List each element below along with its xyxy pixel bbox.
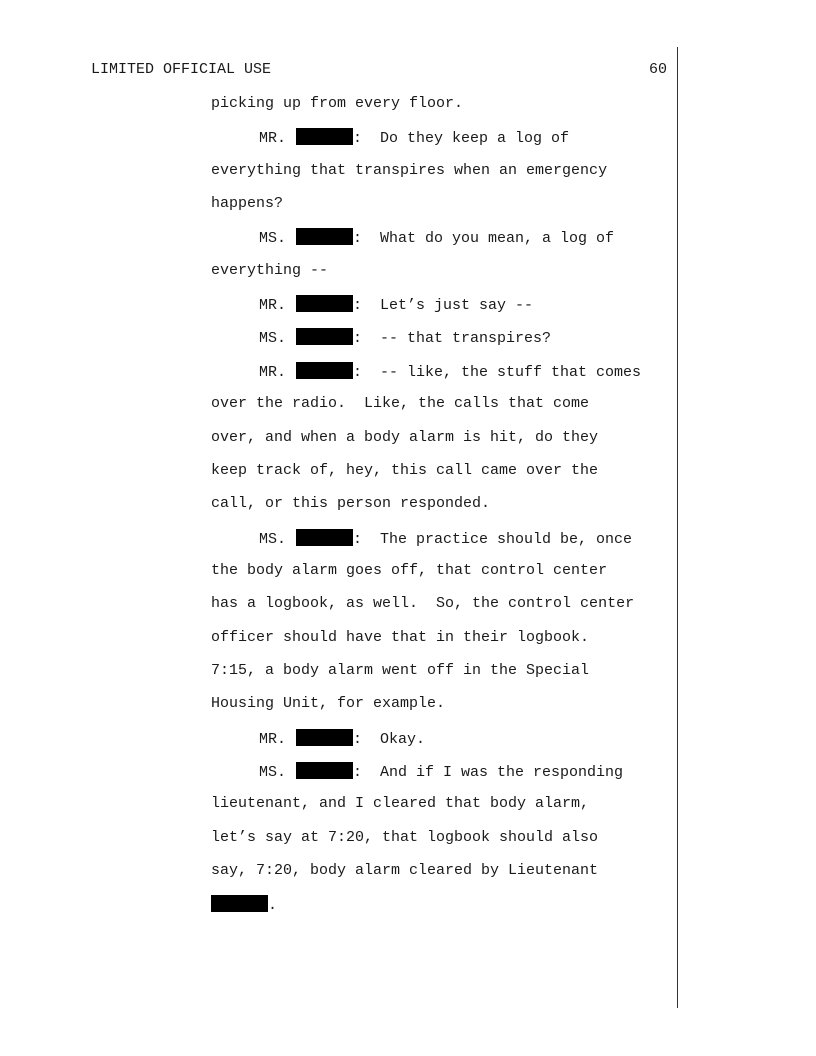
- transcript-line: [0, 262, 676, 282]
- transcript-line: [0, 829, 676, 849]
- header-classification: LIMITED OFFICIAL USE: [91, 61, 272, 78]
- spoken-text: Housing Unit, for example.: [211, 695, 446, 713]
- speaker-label: MR.: [259, 130, 287, 148]
- line-text: [211, 429, 598, 446]
- spoken-text: 7:15, a body alarm went off in the Special: [211, 661, 590, 679]
- speaker-label: MS.: [259, 530, 287, 548]
- transcript-line: [0, 495, 676, 515]
- transcript-line: [0, 595, 676, 615]
- line-text: [259, 295, 533, 314]
- transcript-line: [0, 562, 676, 582]
- spoken-text: everything --: [211, 261, 329, 279]
- transcript-line: [0, 228, 676, 248]
- redaction-box: [296, 228, 353, 245]
- line-text: [259, 228, 614, 247]
- line-text: [211, 95, 463, 112]
- transcript-line: [0, 629, 676, 649]
- transcript-line: [0, 429, 676, 449]
- spoken-text: over, and when a body alarm is hit, do they: [211, 428, 599, 446]
- spoken-text: everything that transpires when an emergency: [211, 161, 608, 179]
- line-text: [211, 395, 589, 412]
- transcript-line: [0, 328, 676, 348]
- speaker-label: MS.: [259, 764, 287, 781]
- speaker-label: MS.: [259, 330, 287, 348]
- spoken-text: : Let’s just say --: [353, 297, 534, 315]
- speaker-label: MS.: [259, 230, 287, 248]
- redaction-box: [296, 529, 353, 546]
- speaker-label: MR.: [259, 297, 287, 315]
- transcript-line: [0, 895, 676, 915]
- line-text: [211, 462, 598, 479]
- transcript-line: [0, 128, 676, 148]
- line-text: [211, 495, 490, 512]
- line-text: [259, 128, 569, 147]
- line-text: [259, 762, 623, 781]
- spoken-text: officer should have that in their logbook.: [211, 628, 590, 646]
- spoken-text: : Do they keep a log of: [353, 130, 570, 148]
- spoken-text: lieutenant, and I cleared that body alarm,: [211, 795, 590, 813]
- line-text: [211, 829, 598, 846]
- speaker-label: MR.: [259, 730, 287, 748]
- transcript-line: [0, 195, 676, 215]
- redaction-box: [211, 895, 268, 912]
- spoken-text: has a logbook, as well. So, the control center: [211, 595, 635, 613]
- spoken-text: picking up from every floor.: [211, 95, 464, 112]
- line-text: [211, 562, 607, 579]
- spoken-text: : The practice should be, once: [353, 530, 633, 548]
- line-text: [211, 895, 277, 914]
- line-text: [211, 629, 589, 646]
- spoken-text: : Okay.: [353, 730, 426, 748]
- line-text: [211, 195, 283, 212]
- spoken-text: let’s say at 7:20, that logbook should also: [211, 828, 599, 846]
- line-text: [259, 362, 641, 381]
- spoken-text: : -- like, the stuff that comes: [353, 363, 642, 381]
- spoken-text: say, 7:20, body alarm cleared by Lieutenant: [211, 862, 599, 880]
- transcript-line: [0, 695, 676, 715]
- redaction-box: [296, 362, 353, 379]
- spoken-text: call, or this person responded.: [211, 495, 491, 513]
- speaker-label: MR.: [259, 363, 287, 381]
- redaction-box: [296, 328, 353, 345]
- transcript-line: [0, 729, 676, 749]
- line-text: [211, 162, 607, 179]
- spoken-text: .: [268, 897, 278, 915]
- transcript-line: [0, 662, 676, 682]
- line-text: [259, 529, 632, 548]
- redaction-box: [296, 128, 353, 145]
- redaction-box: [296, 295, 353, 312]
- line-text: [211, 662, 589, 679]
- page-number: 60: [649, 61, 668, 78]
- transcript-line: [0, 395, 676, 415]
- spoken-text: keep track of, hey, this call came over the: [211, 461, 599, 479]
- line-text: [259, 328, 551, 347]
- redaction-box: [296, 729, 353, 746]
- line-text: [211, 695, 445, 712]
- line-text: [211, 595, 634, 612]
- spoken-text: : What do you mean, a log of: [353, 230, 615, 248]
- transcript-line: [0, 795, 676, 815]
- spoken-text: happens?: [211, 195, 284, 213]
- transcript-line: [0, 462, 676, 482]
- spoken-text: over the radio. Like, the calls that come: [211, 395, 590, 413]
- transcript-line: [0, 862, 676, 882]
- transcript-line: [0, 529, 676, 549]
- spoken-text: the body alarm goes off, that control center: [211, 561, 608, 579]
- spoken-text: : -- that transpires?: [353, 330, 552, 348]
- transcript-line: [0, 95, 676, 115]
- transcript-line: [0, 362, 676, 382]
- line-text: [211, 262, 328, 279]
- line-text: [211, 862, 598, 879]
- transcript-line: [0, 762, 676, 782]
- spoken-text: : And if I was the responding: [353, 764, 624, 781]
- redaction-box: [296, 762, 353, 779]
- line-text: [211, 795, 589, 812]
- transcript-line: [0, 162, 676, 182]
- line-text: [259, 729, 425, 748]
- transcript-line: [0, 295, 676, 315]
